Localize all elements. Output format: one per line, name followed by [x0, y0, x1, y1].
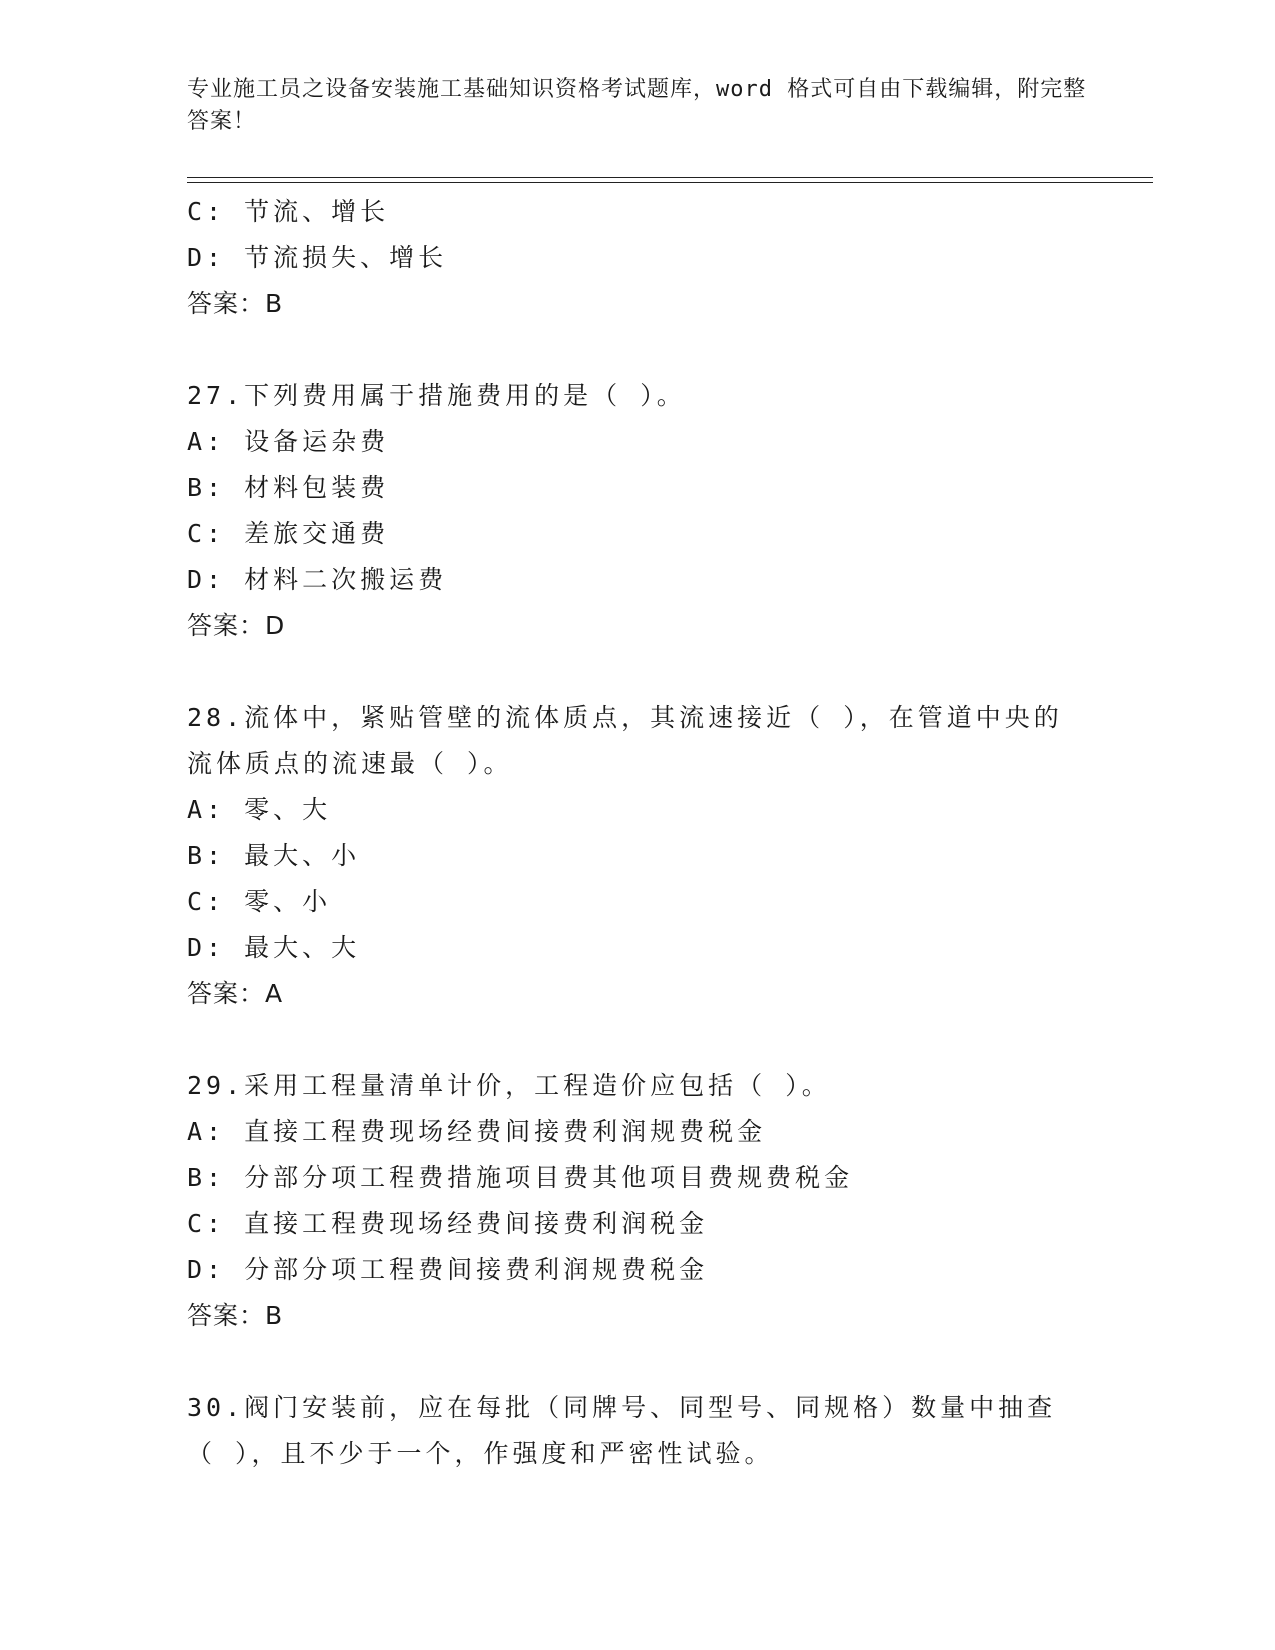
option-text: 最大、小 [244, 841, 361, 870]
option-b [187, 1155, 1087, 1201]
option-letter: D: [187, 565, 226, 594]
spacer [187, 1017, 1087, 1063]
option-letter: C: [187, 1209, 226, 1238]
answer-line: 答案：B [187, 289, 284, 318]
option-d [187, 1247, 1087, 1293]
option-letter: A: [187, 1117, 226, 1146]
question-stem: 28.流体中，紧贴管壁的流体质点，其流速接近（ ），在管道中央的流体质点的流速最（ ）。 [187, 703, 1063, 778]
document-header: 专业施工员之设备安装施工基础知识资格考试题库，word 格式可自由下载编辑，附完整答案！ [187, 77, 1087, 134]
option-letter: C: [187, 887, 226, 916]
question-list [187, 189, 1087, 1477]
question-29 [187, 1063, 1087, 1339]
answer-line: 答案：A [187, 979, 284, 1008]
option-text: 节流损失、增长 [244, 243, 448, 272]
option-text: 最大、大 [244, 933, 361, 962]
question-28 [187, 695, 1087, 1017]
question-26-continued [187, 189, 1087, 327]
spacer [187, 327, 1087, 373]
option-letter: A: [187, 795, 226, 824]
option-letter: B: [187, 841, 226, 870]
option-d [187, 235, 1087, 281]
option-text: 零、大 [244, 795, 332, 824]
option-c [187, 879, 1087, 925]
option-c [187, 189, 1087, 235]
question-stem: 30.阀门安装前，应在每批（同牌号、同型号、同规格）数量中抽查（ ），且不少于一个，作强度和严密性试验。 [187, 1393, 1057, 1468]
header-divider-top [187, 177, 1153, 178]
option-text: 分部分项工程费措施项目费其他项目费规费税金 [244, 1163, 854, 1192]
option-text: 材料包装费 [244, 473, 390, 502]
option-text: 分部分项工程费间接费利润规费税金 [244, 1255, 709, 1284]
answer-line: 答案：D [187, 611, 286, 640]
question-stem: 27.下列费用属于措施费用的是（ ）。 [187, 381, 686, 410]
option-letter: D: [187, 1255, 226, 1284]
option-letter: B: [187, 473, 226, 502]
option-c [187, 1201, 1087, 1247]
question-27 [187, 373, 1087, 649]
option-text: 材料二次搬运费 [244, 565, 448, 594]
option-d [187, 557, 1087, 603]
option-c [187, 511, 1087, 557]
option-text: 设备运杂费 [244, 427, 390, 456]
option-letter: B: [187, 1163, 226, 1192]
option-d [187, 925, 1087, 971]
option-text: 直接工程费现场经费间接费利润规费税金 [244, 1117, 767, 1146]
option-b [187, 833, 1087, 879]
question-stem: 29.采用工程量清单计价，工程造价应包括（ ）。 [187, 1071, 831, 1100]
option-letter: C: [187, 519, 226, 548]
option-letter: C: [187, 197, 226, 226]
option-a [187, 1109, 1087, 1155]
option-b [187, 465, 1087, 511]
option-text: 节流、增长 [244, 197, 390, 226]
question-30 [187, 1385, 1087, 1477]
spacer [187, 649, 1087, 695]
option-a [187, 419, 1087, 465]
option-letter: A: [187, 427, 226, 456]
answer-line: 答案：B [187, 1301, 284, 1330]
option-text: 零、小 [244, 887, 332, 916]
spacer [187, 1339, 1087, 1385]
option-a [187, 787, 1087, 833]
option-letter: D: [187, 243, 226, 272]
header-divider-bottom [187, 182, 1153, 183]
option-text: 直接工程费现场经费间接费利润税金 [244, 1209, 709, 1238]
option-letter: D: [187, 933, 226, 962]
option-text: 差旅交通费 [244, 519, 390, 548]
